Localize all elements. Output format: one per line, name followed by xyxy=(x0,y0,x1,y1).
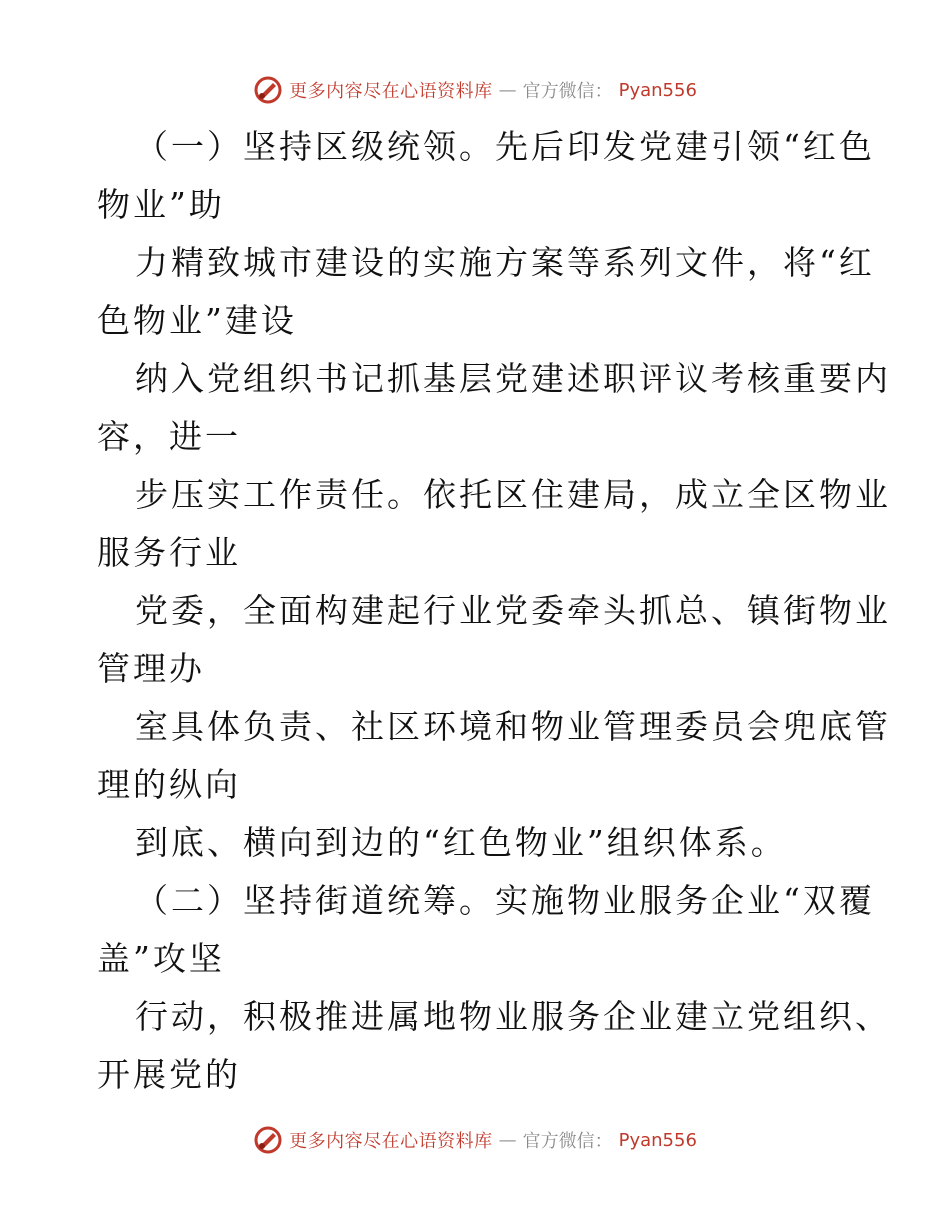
document-body xyxy=(97,118,891,1104)
watermark-text: 更多内容尽在心语资料库 xyxy=(289,81,493,102)
watermark-id: Pyan556 xyxy=(618,79,697,101)
paragraph-line: 理的纵向 xyxy=(97,765,241,804)
brush-circle-logo-icon xyxy=(253,75,283,105)
paragraph xyxy=(97,234,875,350)
paragraph-line: （一）坚持区级统领。先后印发党建引领“红色 xyxy=(135,127,875,166)
paragraph xyxy=(97,466,891,582)
paragraph-line: 到底、横向到边的“红色物业”组织体系。 xyxy=(135,823,787,862)
paragraph xyxy=(97,118,875,234)
footer-watermark xyxy=(0,1120,950,1160)
watermark-dash: — xyxy=(498,79,517,101)
paragraph xyxy=(97,698,891,814)
paragraph-line: 物业”助 xyxy=(97,185,225,224)
watermark-label: 官方微信： xyxy=(522,81,613,102)
paragraph-line: 管理办 xyxy=(97,649,205,688)
paragraph-line: 容，进一 xyxy=(97,417,241,456)
paragraph xyxy=(97,988,891,1104)
paragraph-line: 室具体负责、社区环境和物业管理委员会兜底管 xyxy=(135,707,891,746)
paragraph-line: 党委，全面构建起行业党委牵头抓总、镇街物业 xyxy=(135,591,891,630)
paragraph-line: 纳入党组织书记抓基层党建述职评议考核重要内 xyxy=(135,359,891,398)
paragraph xyxy=(97,814,853,872)
paragraph-line: （二）坚持街道统筹。实施物业服务企业“双覆 xyxy=(135,881,875,920)
brush-circle-logo-icon xyxy=(253,1125,283,1155)
paragraph xyxy=(97,350,891,466)
watermark-id: Pyan556 xyxy=(618,1129,697,1151)
paragraph-line: 服务行业 xyxy=(97,533,241,572)
watermark-label: 官方微信： xyxy=(522,1131,613,1152)
paragraph xyxy=(97,582,891,698)
paragraph-line: 步压实工作责任。依托区住建局，成立全区物业 xyxy=(135,475,891,514)
watermark-text: 更多内容尽在心语资料库 xyxy=(289,1131,493,1152)
paragraph-line: 盖”攻坚 xyxy=(97,939,225,978)
header-watermark xyxy=(0,70,950,110)
paragraph-line: 色物业”建设 xyxy=(97,301,297,340)
paragraph-line: 行动，积极推进属地物业服务企业建立党组织、 xyxy=(135,997,891,1036)
paragraph xyxy=(97,872,875,988)
paragraph-line: 开展党的 xyxy=(97,1055,241,1094)
watermark-dash: — xyxy=(498,1129,517,1151)
paragraph-line: 力精致城市建设的实施方案等系列文件，将“红 xyxy=(135,243,875,282)
